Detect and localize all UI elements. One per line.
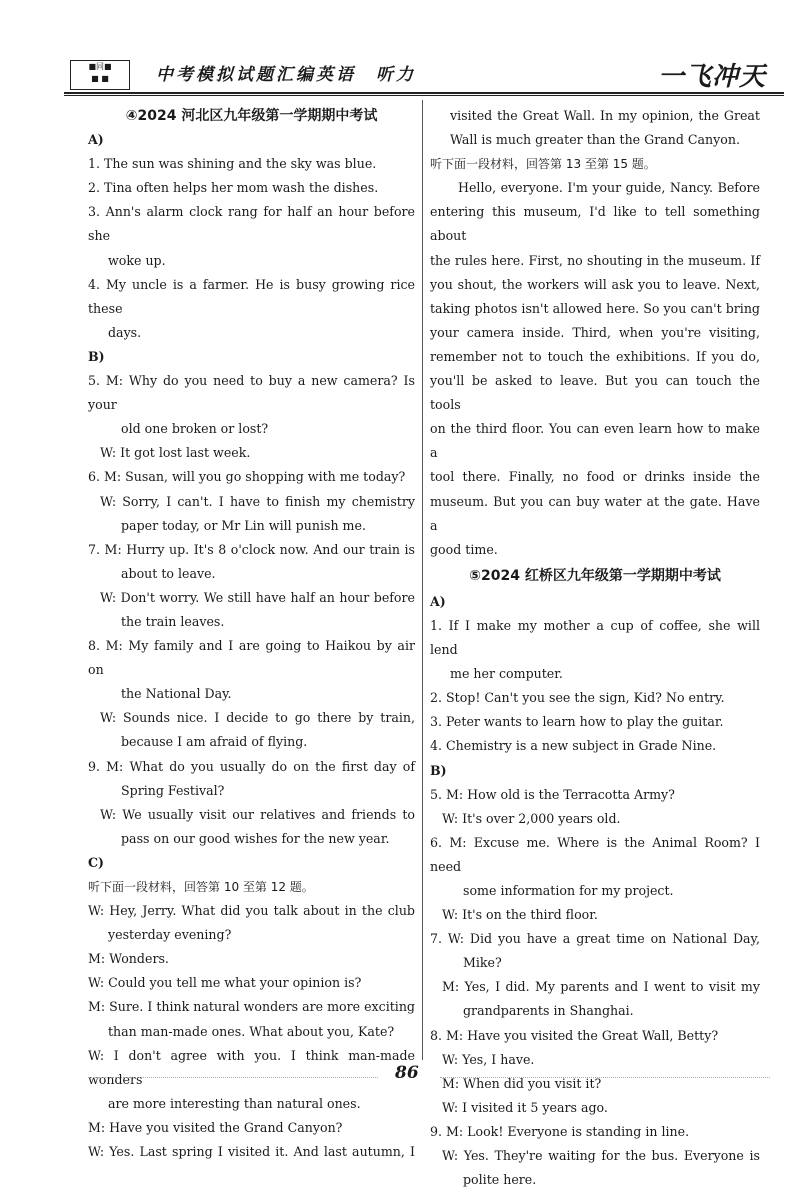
text-line: 1. The sun was shining and the sky was blue.	[88, 156, 377, 172]
text-line: taking photos isn't allowed here. So you can't bring	[430, 300, 760, 316]
right-lines-before	[430, 104, 760, 562]
text-line: some information for my project.	[463, 883, 674, 898]
text-line: pass on our good wishes for the new year.	[121, 830, 390, 846]
right-column	[430, 104, 760, 1192]
text-line: 9. M: What do you usually do on the first day of	[88, 758, 415, 774]
text-line: about to leave.	[121, 565, 216, 581]
text-line: old one broken or lost?	[121, 421, 269, 437]
text-line: W: Could you tell me what your opinion is?	[88, 975, 362, 991]
text-line: W: Hey, Jerry. What did you talk about in the club	[88, 903, 415, 919]
text-line: 3. Peter wants to learn how to play the guitar.	[430, 714, 724, 730]
text-line: M: When did you visit it?	[442, 1075, 602, 1091]
text-line: me her computer.	[450, 666, 563, 682]
text-line: remember not to touch the exhibitions. If you do,	[430, 348, 760, 364]
text-line: W: It's on the third floor.	[442, 907, 598, 923]
text-line: 听下面一段材料，回答第 13 至第 15 题。	[430, 157, 656, 172]
text-line: polite here.	[463, 1172, 537, 1188]
footer-dotted-left	[88, 1077, 378, 1078]
text-line: B)	[88, 348, 105, 364]
text-line: W: Yes. Last spring I visited it. And last autumn, I	[88, 1144, 415, 1160]
column-divider	[422, 100, 423, 1060]
publisher-logo	[70, 60, 130, 90]
right-lines-after	[430, 590, 760, 1192]
text-line: W: Sounds nice. I decide to go there by train,	[100, 710, 415, 726]
text-line: A)	[88, 132, 104, 148]
text-line: than man-made ones. What about you, Kate?	[108, 1023, 395, 1039]
footer-dotted-right	[440, 1077, 770, 1078]
text-line: M: Sure. I think natural wonders are more exciting	[88, 999, 415, 1015]
brand-name: 一飞冲天	[657, 62, 766, 92]
header-rule-thin	[64, 95, 784, 96]
text-line: 4. Chemistry is a new subject in Grade Nine.	[430, 738, 717, 754]
text-line: 2. Stop! Can't you see the sign, Kid? No entry.	[430, 690, 725, 706]
left-column	[88, 104, 415, 1164]
text-line: you shout, the workers will ask you to leave. Next,	[430, 276, 760, 292]
text-line: 4. My uncle is a farmer. He is busy growing rice these	[88, 276, 415, 316]
text-line: W: Yes, I have.	[442, 1051, 535, 1067]
text-line: W: Sorry, I can't. I have to finish my chemistry	[100, 493, 415, 509]
text-line: the National Day.	[121, 686, 232, 702]
exam-title-4: ④2024 河北区九年级第一学期期中考试	[125, 108, 378, 124]
text-line: 7. M: Hurry up. It's 8 o'clock now. And our train is	[88, 541, 415, 557]
text-line: 3. Ann's alarm clock rang for half an hour before she	[88, 204, 415, 244]
text-line: 9. M: Look! Everyone is standing in line.	[430, 1123, 690, 1139]
left-lines	[88, 128, 415, 1164]
text-line: 6. M: Excuse me. Where is the Animal Room? I need	[430, 834, 760, 874]
text-line: M: Have you visited the Grand Canyon?	[88, 1119, 343, 1135]
text-line: M: Yes, I did. My parents and I went to visit my	[442, 979, 760, 995]
text-line: woke up.	[108, 252, 166, 268]
text-line: 8. M: My family and I are going to Haikou by air on	[88, 638, 415, 678]
text-line: because I am afraid of flying.	[121, 734, 308, 750]
page-footer	[0, 1055, 800, 1095]
text-line: 2. Tina often helps her mom wash the dishes.	[88, 180, 379, 196]
text-line: M: Wonders.	[88, 951, 169, 967]
text-line: visited the Great Wall. In my opinion, the Great	[450, 108, 760, 123]
text-line: the rules here. First, no shouting in the museum. If	[430, 252, 760, 268]
text-line: days.	[108, 324, 142, 340]
text-line: W: It's over 2,000 years old.	[442, 810, 621, 826]
text-line: W: It got lost last week.	[100, 445, 251, 461]
text-line: Spring Festival?	[121, 782, 225, 798]
text-line: W: We usually visit our relatives and friends to	[100, 806, 415, 822]
book-title: 中考模拟试题汇编英语 听力	[156, 65, 416, 85]
text-line: W: Don't worry. We still have half an hour before	[100, 589, 415, 605]
text-line: 听下面一段材料，回答第 10 至第 12 题。	[88, 880, 314, 894]
text-line: Wall is much greater than the Grand Canyon.	[450, 132, 740, 148]
text-line: 1. If I make my mother a cup of coffee, she will lend	[430, 617, 760, 658]
text-line: tool there. Finally, no food or drinks inside the	[430, 469, 760, 485]
header-rule	[64, 92, 784, 94]
text-line: yesterday evening?	[108, 927, 232, 943]
page-number: 86	[395, 1063, 419, 1083]
text-line: paper today, or Mr Lin will punish me.	[121, 517, 366, 533]
text-line: Hello, everyone. I'm your guide, Nancy. Before	[458, 180, 760, 196]
text-line: you'll be asked to leave. But you can touch the tools	[430, 373, 760, 413]
text-line: 5. M: How old is the Terracotta Army?	[430, 786, 675, 802]
text-line: 6. M: Susan, will you go shopping with me today?	[88, 469, 406, 485]
text-line: your camera inside. Third, when you're visiting,	[430, 324, 760, 340]
text-line: entering this museum, I'd like to tell something about	[430, 204, 760, 244]
text-line: grandparents in Shanghai.	[463, 1003, 634, 1019]
page-header	[70, 58, 786, 92]
exam-title-5: ⑤2024 红桥区九年级第一学期期中考试	[469, 567, 721, 584]
text-line: the train leaves.	[121, 613, 225, 629]
text-line: W: I don't agree with you. I think man-made wonders	[88, 1047, 415, 1087]
text-line: C)	[88, 854, 104, 870]
text-line: Mike?	[463, 955, 502, 971]
text-line: 5. M: Why do you need to buy a new camera? Is your	[88, 373, 415, 413]
text-line: are more interesting than natural ones.	[108, 1095, 361, 1111]
text-line: W: Yes. They're waiting for the bus. Everyone is	[442, 1148, 760, 1164]
text-line: 7. W: Did you have a great time on National Day,	[430, 931, 760, 947]
text-line: A)	[430, 593, 446, 609]
text-line: 8. M: Have you visited the Great Wall, Betty?	[430, 1027, 719, 1043]
text-line: museum. But you can buy water at the gate. Have a	[430, 493, 760, 533]
text-line: W: I visited it 5 years ago.	[442, 1099, 608, 1115]
logo-text: ■同■ ■ ■	[88, 62, 112, 83]
text-line: B)	[430, 762, 447, 778]
text-line: on the third floor. You can even learn how to make a	[430, 421, 760, 461]
text-line: good time.	[430, 541, 498, 557]
